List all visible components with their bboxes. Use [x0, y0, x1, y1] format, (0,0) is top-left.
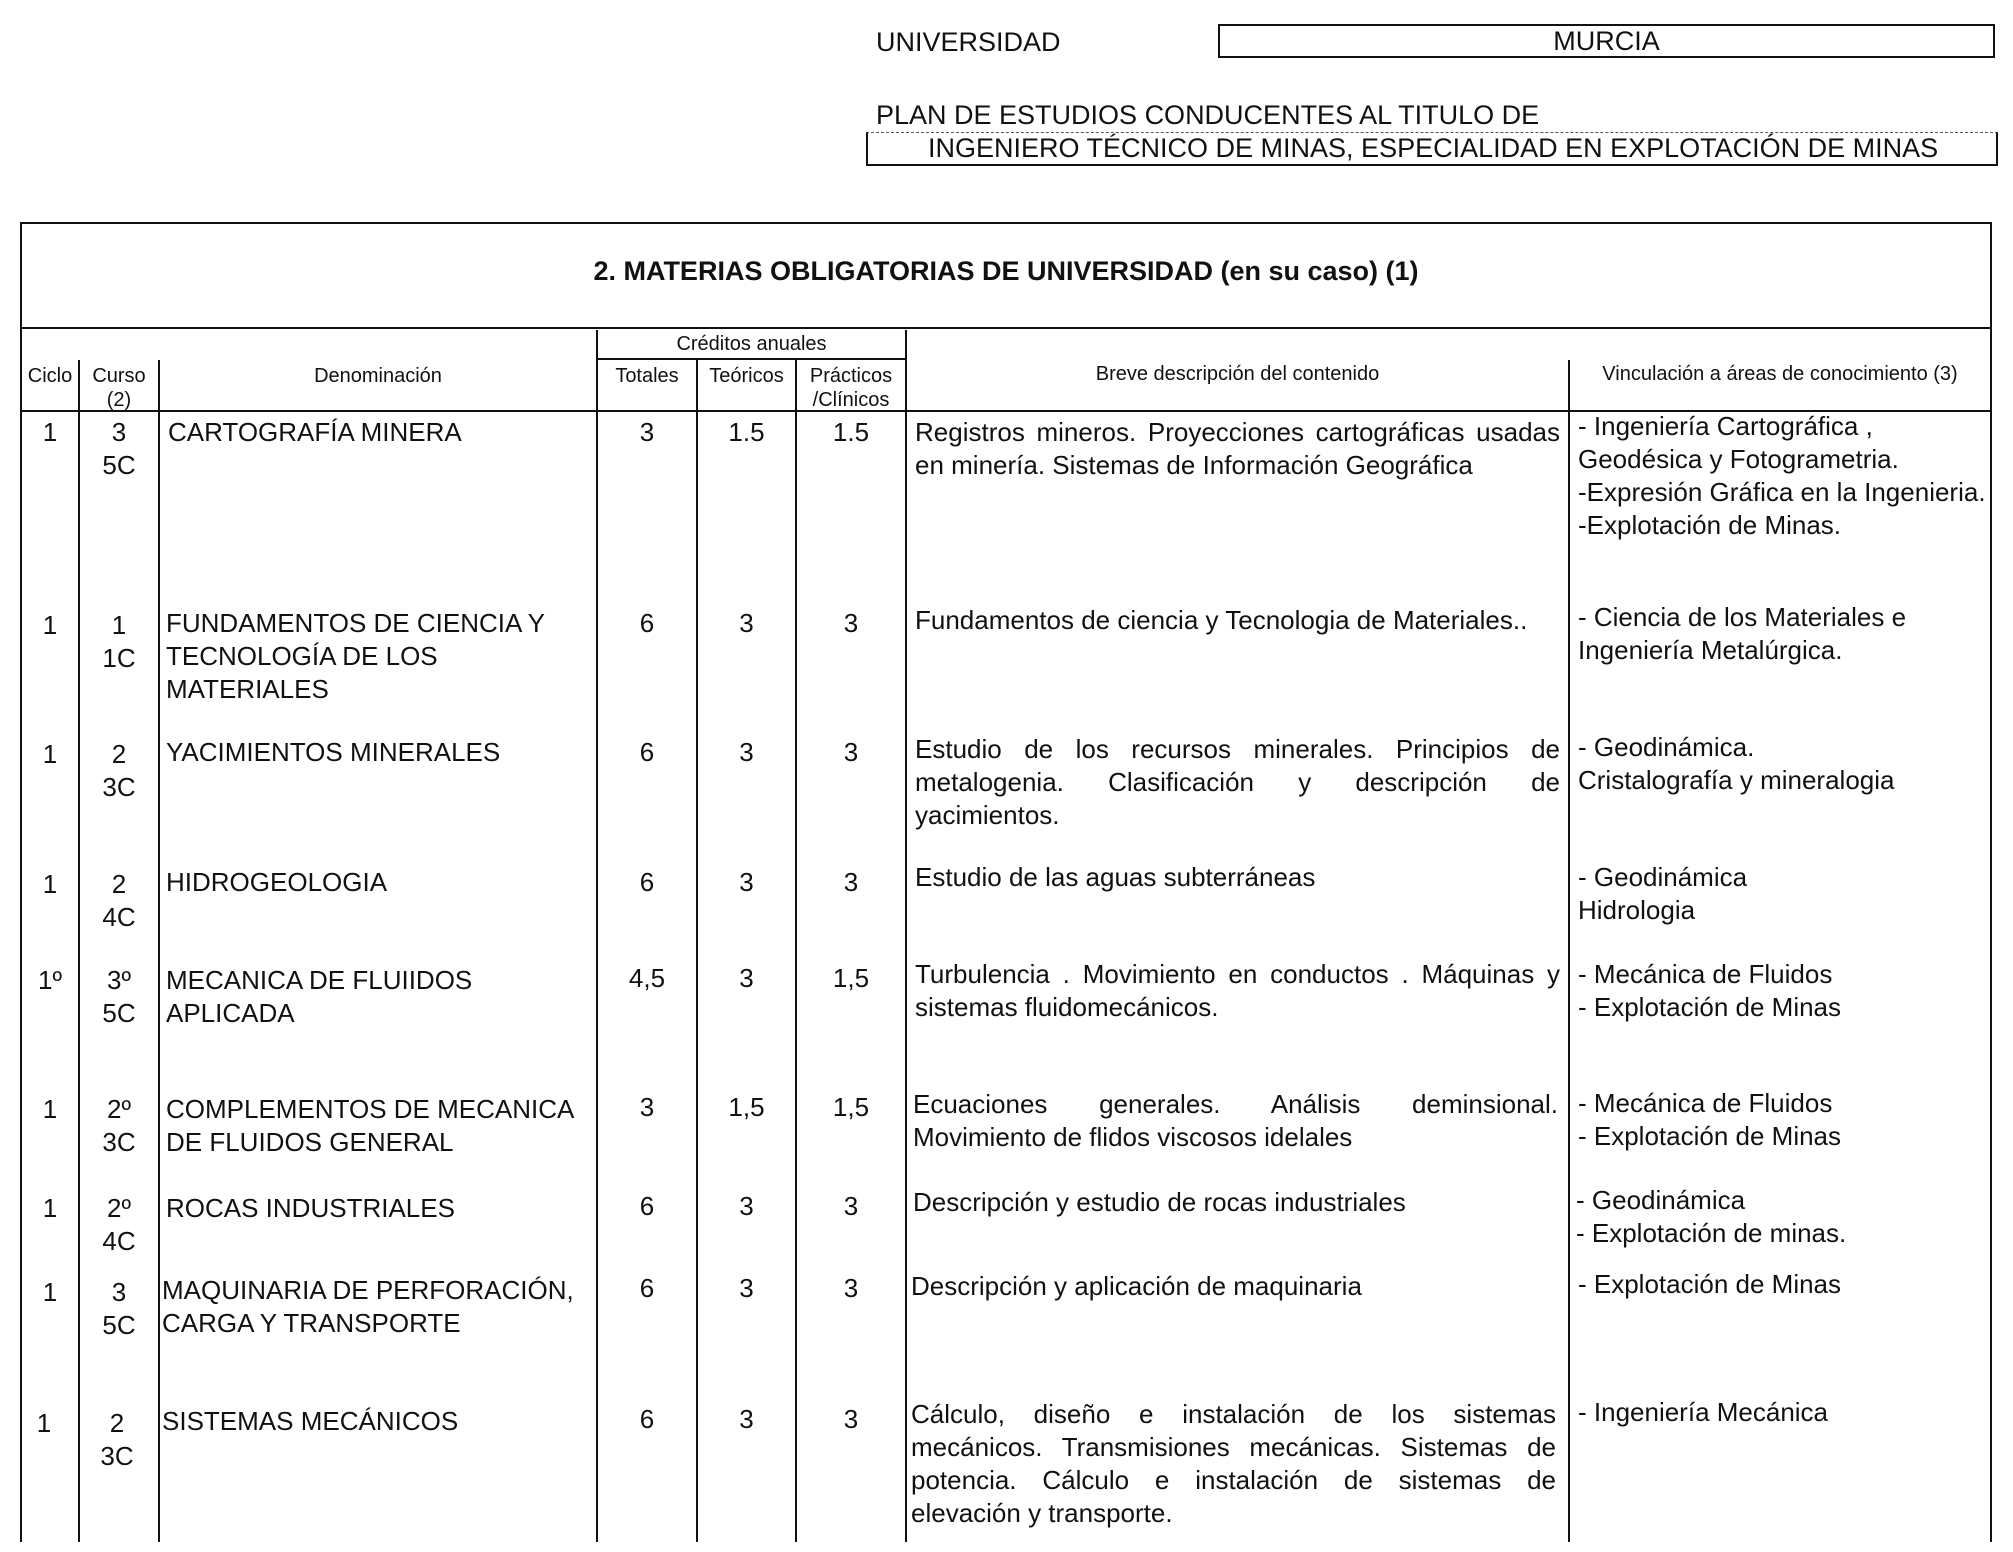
row-totales: 3 — [639, 1092, 655, 1122]
row-curso: 2 — [109, 1408, 125, 1438]
row-curso-group: 4C — [102, 1226, 136, 1256]
row-totales: 6 — [639, 1191, 655, 1221]
row-teoricos: 3 — [739, 867, 754, 897]
header-creditos: Créditos anuales — [676, 333, 827, 355]
row-totales: 6 — [639, 1404, 655, 1434]
row-totales: 6 — [639, 867, 655, 897]
row-descripcion: Descripción y estudio de rocas industriales — [913, 1187, 1406, 1217]
row-denominacion: ROCAS INDUSTRIALES — [166, 1193, 455, 1223]
row-curso-group: 4C — [102, 902, 136, 932]
titulo-field: INGENIERO TÉCNICO DE MINAS, ESPECIALIDAD EN EXPLOTACIÓN DE MINAS — [866, 132, 1998, 166]
col-rule-practicos — [905, 330, 907, 1542]
col-rule-denominacion — [596, 330, 598, 1542]
row-area: - Geodinámica. — [1578, 732, 1755, 762]
row-descripcion: Fundamentos de ciencia y Tecnologia de Materiales.. — [915, 605, 1528, 635]
header-practicos: Prácticos — [809, 365, 893, 387]
row-ciclo: 1 — [42, 869, 58, 899]
row-curso-group: 3C — [100, 1441, 134, 1471]
row-area: - Geodinámica — [1578, 862, 1748, 892]
row-totales: 6 — [639, 1273, 655, 1303]
row-area: - Mecánica de Fluidos — [1578, 959, 1833, 989]
plan-label: PLAN DE ESTUDIOS CONDUCENTES AL TITULO DE — [876, 100, 1540, 130]
row-teoricos: 3 — [739, 737, 754, 767]
row-totales: 6 — [639, 608, 655, 638]
header-totales: Totales — [615, 365, 679, 387]
col-rule-ciclo — [78, 360, 80, 1542]
row-teoricos: 3 — [739, 1191, 754, 1221]
col-rule-curso — [158, 360, 160, 1542]
row-area: -Expresión Gráfica en la Ingenieria. — [1578, 477, 1986, 507]
row-denominacion: MECANICA DE FLUIIDOS APLICADA — [166, 965, 473, 1028]
row-teoricos: 1,5 — [728, 1092, 765, 1122]
row-teoricos: 1.5 — [728, 417, 765, 447]
row-descripcion: Cálculo, diseño e instalación de los sistemas mecánicos. Transmisiones mecánicas. Sistemas de potencia. Cálculo e instalación de sistemas de elevación y transporte. — [911, 1399, 1556, 1528]
row-ciclo: 1 — [42, 1193, 58, 1223]
row-practicos: 1,5 — [832, 963, 870, 993]
row-denominacion: CARTOGRAFÍA MINERA — [168, 417, 462, 447]
row-ciclo: 1 — [42, 1277, 58, 1307]
row-curso-group: 5C — [102, 450, 136, 480]
col-rule-teoricos — [795, 360, 797, 1542]
row-curso: 2 — [111, 739, 127, 769]
row-practicos: 3 — [843, 1273, 859, 1303]
row-curso: 1 — [111, 610, 127, 640]
row-area: - Mecánica de Fluidos — [1578, 1088, 1833, 1118]
row-curso-group: 1C — [102, 643, 136, 673]
row-area: - Explotación de Minas — [1578, 1121, 1842, 1151]
row-practicos: 3 — [843, 737, 859, 767]
row-area: - Explotación de minas. — [1576, 1218, 1847, 1248]
row-curso: 3 — [111, 1277, 127, 1307]
row-area: - Geodinámica — [1576, 1185, 1746, 1215]
row-descripcion: Descripción y aplicación de maquinaria — [911, 1271, 1362, 1301]
row-descripcion: Registros mineros. Proyecciones cartográficas usadas en minería. Sistemas de Información Geográfica — [915, 417, 1560, 480]
row-denominacion: HIDROGEOLOGIA — [166, 867, 388, 897]
header-practicos-2: /Clínicos — [812, 389, 890, 411]
col-rule-totales — [696, 360, 698, 1542]
row-area: - Explotación de Minas — [1578, 1269, 1842, 1299]
row-teoricos: 3 — [739, 608, 754, 638]
row-curso: 2 — [111, 869, 127, 899]
row-denominacion: COMPLEMENTOS DE MECANICA DE FLUIDOS GENERAL — [166, 1094, 573, 1157]
row-practicos: 3 — [843, 1191, 859, 1221]
header-curso: Curso — [92, 365, 146, 387]
header-ciclo: Ciclo — [27, 365, 73, 387]
row-area: Hidrologia — [1578, 895, 1696, 925]
row-curso-group: 5C — [102, 998, 136, 1028]
row-practicos: 3 — [843, 608, 859, 638]
row-curso: 2º — [107, 1094, 131, 1124]
row-denominacion: FUNDAMENTOS DE CIENCIA Y TECNOLOGÍA DE LOS MATERIALES — [166, 608, 545, 704]
row-curso-group: 3C — [102, 1127, 136, 1157]
row-ciclo: 1 — [42, 739, 58, 769]
row-area: Cristalografía y mineralogia — [1578, 765, 1895, 795]
row-descripcion: Estudio de los recursos minerales. Principios de metalogenia. Clasificación y descripción de yacimientos. — [915, 734, 1560, 830]
row-curso: 3 — [111, 417, 127, 447]
row-ciclo: 1 — [42, 1094, 58, 1124]
col-rule-descripcion — [1568, 360, 1570, 1542]
row-descripcion: Turbulencia . Movimiento en conductos . Máquinas y sistemas fluidomecánicos. — [915, 959, 1560, 1022]
row-area: Ingeniería Metalúrgica. — [1578, 635, 1843, 665]
row-teoricos: 3 — [739, 1273, 754, 1303]
row-teoricos: 3 — [739, 1404, 754, 1434]
row-curso: 3º — [107, 965, 131, 995]
row-descripcion: Estudio de las aguas subterráneas — [915, 862, 1316, 892]
row-ciclo: 1 — [42, 417, 58, 447]
row-practicos: 3 — [843, 867, 859, 897]
row-area: - Explotación de Minas — [1578, 992, 1842, 1022]
row-ciclo: 1º — [38, 965, 62, 995]
header-curso-note: (2) — [106, 389, 132, 411]
row-practicos: 1,5 — [832, 1092, 870, 1122]
row-totales: 6 — [639, 737, 655, 767]
row-curso-group: 3C — [102, 772, 136, 802]
header-teoricos: Teóricos — [709, 365, 784, 387]
row-denominacion: MAQUINARIA DE PERFORACIÓN, CARGA Y TRANSPORTE — [162, 1275, 574, 1338]
row-ciclo: 1 — [36, 1408, 52, 1438]
row-curso: 2º — [107, 1193, 131, 1223]
rule-creditos — [596, 358, 907, 360]
header-vinculacion: Vinculación a áreas de conocimiento (3) — [1602, 363, 1958, 385]
universidad-field: MURCIA — [1218, 24, 1995, 58]
row-area: - Ingeniería Mecánica — [1578, 1397, 1829, 1427]
row-totales: 3 — [639, 417, 655, 447]
row-curso-group: 5C — [102, 1310, 136, 1340]
row-denominacion: SISTEMAS MECÁNICOS — [162, 1406, 459, 1436]
row-practicos: 1.5 — [832, 417, 870, 447]
universidad-label: UNIVERSIDAD — [876, 27, 1061, 57]
header-denominacion: Denominación — [314, 365, 442, 387]
row-area: -Explotación de Minas. — [1578, 510, 1842, 540]
header-descripcion: Breve descripción del contenido — [1095, 363, 1380, 385]
row-area: Geodésica y Fotogrametria. — [1578, 444, 1899, 474]
rule-title-bottom — [20, 327, 1992, 329]
row-totales: 4,5 — [628, 963, 666, 993]
row-ciclo: 1 — [42, 610, 58, 640]
row-area: - Ciencia de los Materiales e — [1578, 602, 1907, 632]
row-area: - Ingeniería Cartográfica , — [1578, 411, 1873, 441]
section-title: 2. MATERIAS OBLIGATORIAS DE UNIVERSIDAD (en su caso) (1) — [593, 256, 1419, 286]
row-denominacion: YACIMIENTOS MINERALES — [166, 737, 501, 767]
row-practicos: 3 — [843, 1404, 859, 1434]
row-teoricos: 3 — [739, 963, 754, 993]
row-descripcion: Ecuaciones generales. Análisis deminsional. Movimiento de flidos viscosos idelales — [913, 1089, 1558, 1152]
